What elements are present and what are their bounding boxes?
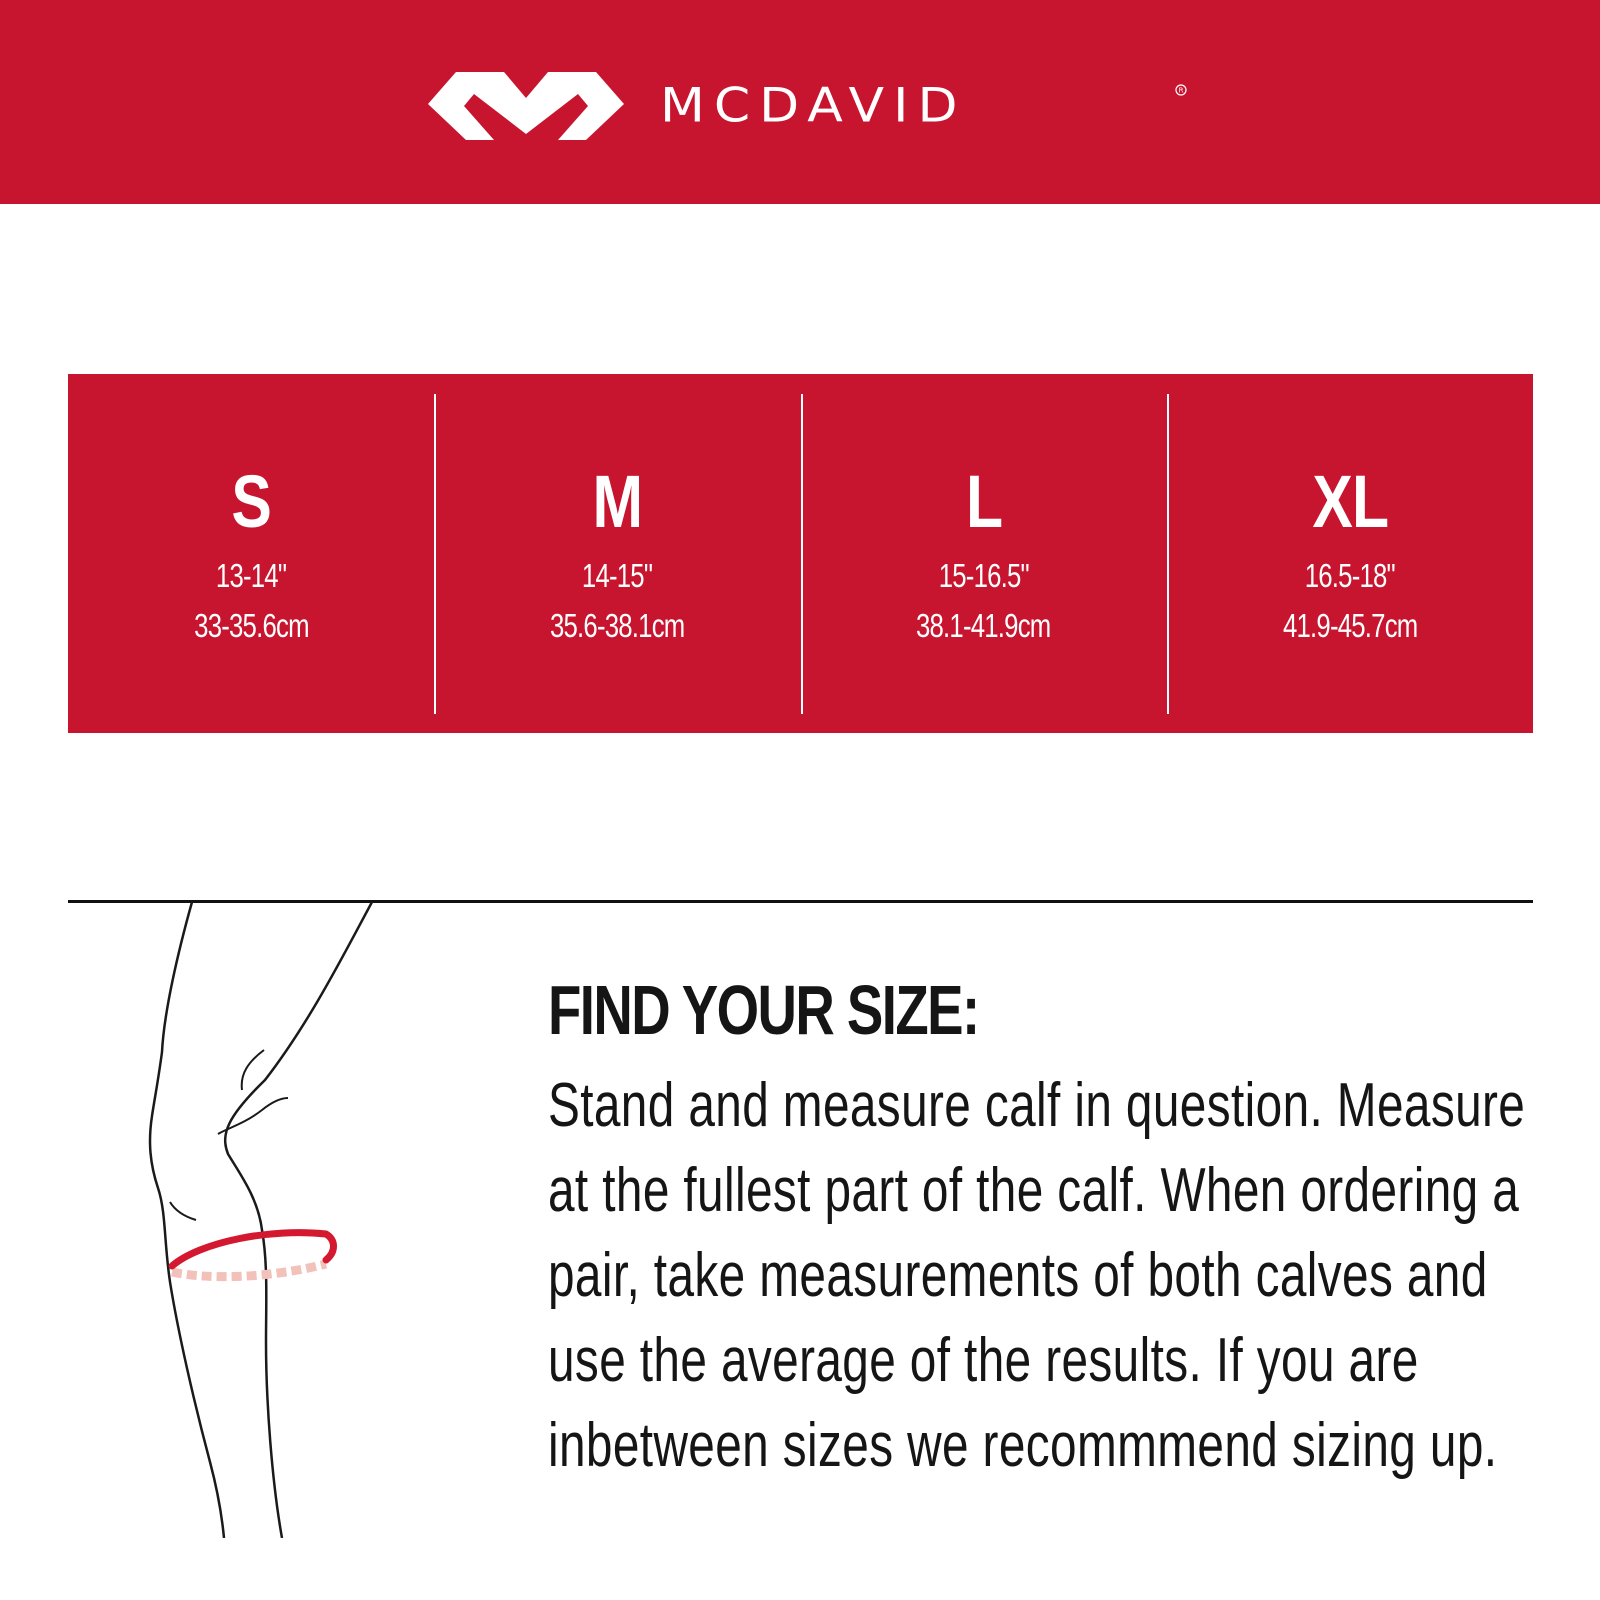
size-label: S xyxy=(231,460,271,543)
size-column-xl xyxy=(1167,374,1533,733)
size-label: L xyxy=(965,460,1002,543)
size-column-l xyxy=(801,374,1167,733)
size-range-cm: 33-35.6cm xyxy=(193,607,309,644)
size-column-s xyxy=(68,374,434,733)
size-range-cm: 41.9-45.7cm xyxy=(1282,607,1418,644)
mcdavid-m-mark-icon xyxy=(428,64,624,144)
size-range-cm: 35.6-38.1cm xyxy=(550,607,685,644)
size-range-inches: 16.5-18" xyxy=(1304,557,1395,594)
size-column-m xyxy=(434,374,800,733)
size-label: XL xyxy=(1311,460,1388,543)
size-range-cm: 38.1-41.9cm xyxy=(916,607,1051,644)
size-range-inches: 14-15" xyxy=(582,557,653,594)
column-divider xyxy=(801,394,803,714)
svg-text:R: R xyxy=(1178,86,1184,95)
size-chart xyxy=(68,374,1533,733)
size-label: M xyxy=(592,460,643,543)
find-your-size-title: FIND YOUR SIZE: xyxy=(548,971,979,1049)
brand-wordmark: MCDAVID xyxy=(660,79,967,133)
column-divider xyxy=(434,394,436,714)
find-your-size-instructions: Stand and measure calf in question. Measure at the fullest part of the calf. When ordering a pair, take measurements of both calves and use the average of the results. If you are inbetween sizes we recommmend sizing up. xyxy=(548,1071,1526,1480)
column-divider xyxy=(1167,394,1169,714)
size-range-inches: 13-14" xyxy=(215,557,287,594)
brand-header xyxy=(0,0,1600,204)
leg-measurement-illustration xyxy=(130,902,390,1538)
size-range-inches: 15-16.5" xyxy=(938,557,1029,594)
registered-trademark-icon xyxy=(1175,84,1187,96)
